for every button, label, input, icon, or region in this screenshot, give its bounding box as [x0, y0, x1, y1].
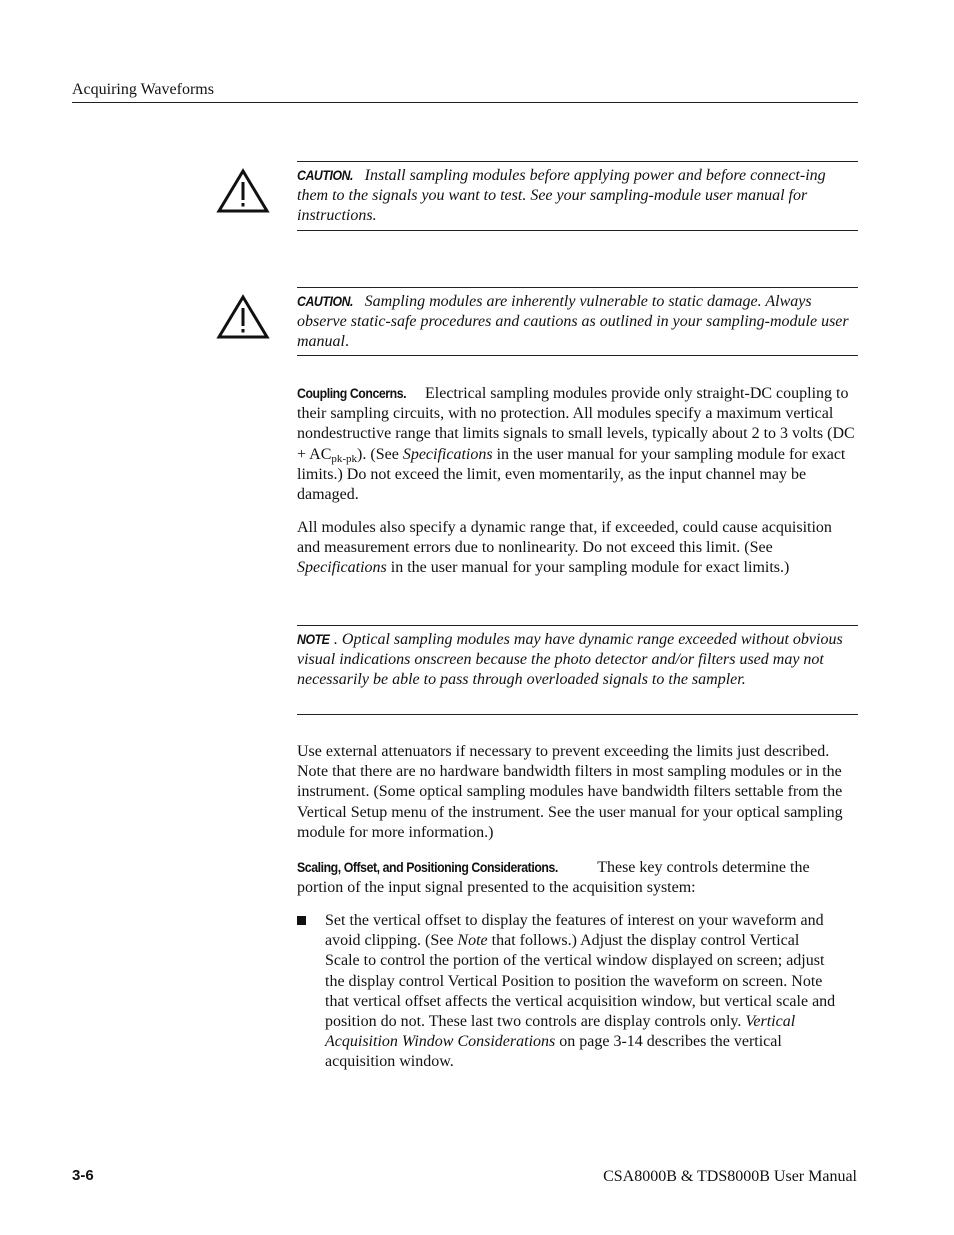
caution-1 [297, 165, 859, 227]
square-bullet-icon [297, 916, 306, 925]
coupling-heading: Coupling Concerns. [297, 385, 407, 401]
coupling-text-1: Electrical sampling modules provide only straight-DC coupling to their sampling circuits, with no protection. All modules specify a maximum vertical nondestructive range that limits signals to small levels, typically about 2 to 3 volts (DC + AC [297, 385, 855, 463]
manual-title: CSA8000B & TDS8000B User Manual [603, 1168, 857, 1185]
bullet-text [325, 911, 837, 1073]
warning-triangle-icon [216, 294, 270, 340]
dynamic-range-paragraph [297, 518, 859, 579]
coupling-subscript: pk-pk [331, 452, 358, 465]
caution-1-bottom-rule [297, 230, 858, 231]
caution-2-bottom-rule [297, 355, 858, 356]
coupling-text-2: ). (See [357, 445, 403, 463]
running-header: Acquiring Waveforms [72, 81, 214, 98]
scaling-text: These key controls determine the portion of the input signal presented to the acquisition system: [297, 859, 810, 897]
caution-2-label: CAUTION. [297, 293, 354, 309]
caution-1-top-rule [297, 161, 858, 162]
note [297, 629, 859, 691]
coupling-text-3: in the user manual for your sampling module for exact limits.) Do not exceed the limit, even momentarily, as the input channel may be damaged. [297, 445, 846, 504]
bullet-item [297, 911, 837, 1073]
caution-2-text: Sampling modules are inherently vulnerable to static damage. Always observe static-safe procedures and cautions as outlined in your sampling-module user manual [297, 293, 849, 351]
dynamic-range-specifications-ref: Specifications [297, 559, 387, 577]
dynamic-range-text-1: All modules also specify a dynamic range that, if exceeded, could cause acquisition and measurement errors due to nonlinearity. Do not exceed this limit. (See [297, 519, 832, 557]
coupling-specifications-ref: Specifications [402, 445, 493, 463]
attenuators-paragraph: Use external attenuators if necessary to prevent exceeding the limits just described. Note that there are no hardware bandwidth filters in most sampling modules or in the instrument. (Some optical sampling modules have bandwidth filters settable from the Vertical Setup menu of the instrument. See the user manual for your optical sampling module for more information.) [297, 743, 843, 841]
note-top-rule [297, 625, 858, 626]
page-number: 3-6 [72, 1167, 94, 1184]
note-label: NOTE [297, 631, 330, 647]
scaling-paragraph [297, 857, 859, 898]
bullet-text-3: on page 3-14 describes the vertical acquisition window. [325, 1033, 782, 1071]
scaling-heading: Scaling, Offset, and Positioning Considerations. [297, 859, 558, 875]
dynamic-range-text-2: in the user manual for your sampling module for exact limits.) [386, 559, 790, 577]
bullet-text-2: that follows.) Adjust the display control Vertical Scale to control the portion of the vertical window displayed on screen; adjust the display control Vertical Position to position the waveform on screen. Note that vertical offset affects the vertical acquisition window, but vertical scale and position do not. These last two controls are display controls only. [325, 932, 836, 1031]
caution-1-text: Install sampling modules before applying power and before connect-ing them to the signals you want to test. See your sampling-module user manual for instructions. [297, 167, 826, 225]
header-rule [72, 102, 858, 103]
warning-triangle-icon [216, 168, 270, 214]
note-bottom-rule [297, 714, 858, 715]
note-text: . Optical sampling modules may have dynamic range exceeded without obvious visual indications onscreen because the photo detector and/or filters used may not necessarily be able to pass through overloaded signals to the sampler. [297, 631, 843, 689]
bullet-window-ref: Vertical Acquisition Window Considerations [325, 1013, 796, 1051]
caution-1-label: CAUTION. [297, 167, 354, 183]
coupling-paragraph [297, 383, 859, 505]
caution-2 [297, 291, 859, 353]
bullet-note-ref: Note [457, 932, 488, 950]
bullet-text-1: Set the vertical offset to display the features of interest on your waveform and avoid clipping. (See [325, 912, 824, 950]
caution-2-text-end: . [345, 333, 349, 351]
caution-2-top-rule [297, 287, 858, 288]
